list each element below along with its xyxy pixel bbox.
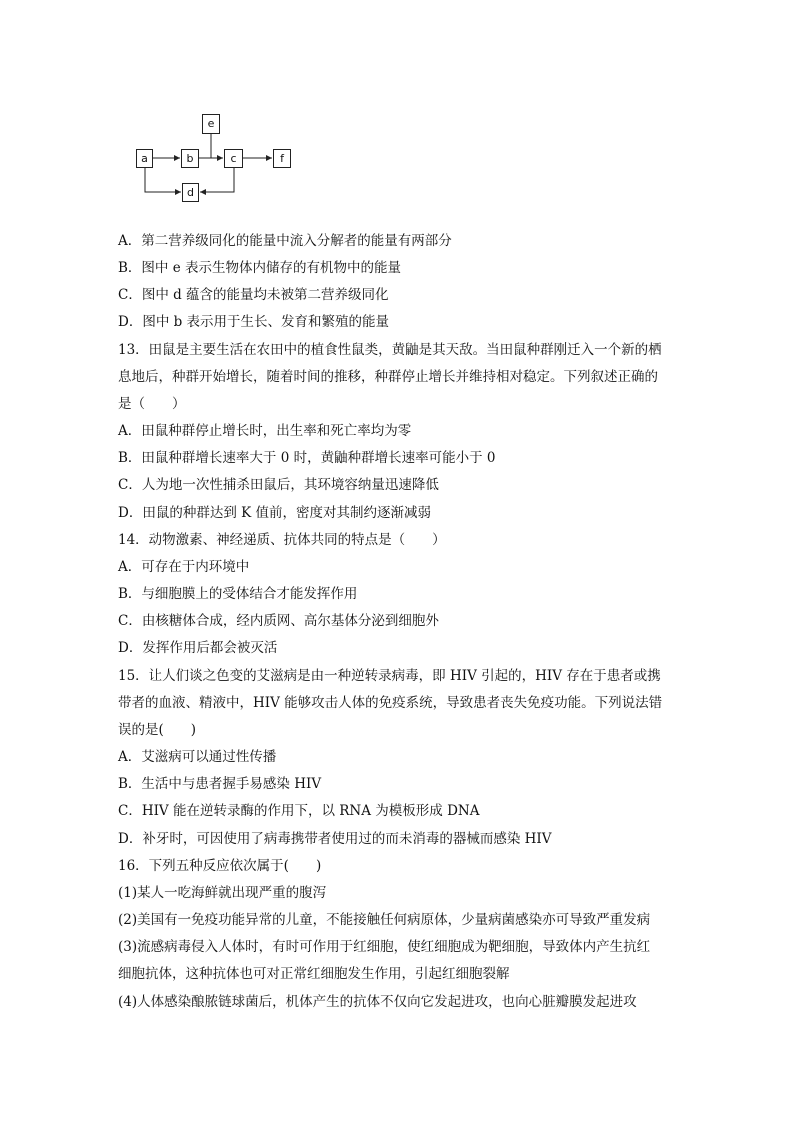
q16-item-4: (4)人体感染酿脓链球菌后，机体产生的抗体不仅向它发起进攻，也向心脏瓣膜发起进攻 xyxy=(118,994,637,1010)
q13-stem-line-1: 13．田鼠是主要生活在农田中的植食性鼠类，黄鼬是其天敌。当田鼠种群刚迁入一个新的栖 xyxy=(118,342,662,358)
q13-option-a: A．田鼠种群停止增长时，出生率和死亡率均为零 xyxy=(118,423,412,439)
q14-option-b: B．与细胞膜上的受体结合才能发挥作用 xyxy=(118,586,358,602)
q13-option-c: C．人为地一次性捕杀田鼠后，其环境容纳量迅速降低 xyxy=(118,477,439,493)
q13-stem-line-2: 息地后，种群开始增长，随着时间的推移，种群停止增长并维持相对稳定。下列叙述正确的 xyxy=(118,369,658,385)
q15-stem-line-2: 带者的血液、精液中，HIV 能够攻击人体的免疫系统，导致患者丧失免疫功能。下列说法错 xyxy=(118,695,663,711)
q16-stem: 16．下列五种反应依次属于( ) xyxy=(118,858,322,874)
q15-option-c: C．HIV 能在逆转录酶的作用下，以 RNA 为模板形成 DNA xyxy=(118,803,480,819)
q12-option-d: D．图中 b 表示用于生长、发育和繁殖的能量 xyxy=(118,314,390,330)
q15-option-b: B．生活中与患者握手易感染 HIV xyxy=(118,776,322,792)
q14-option-c: C．由核糖体合成，经内质网、高尔基体分泌到细胞外 xyxy=(118,613,439,629)
q16-item-3-line-1: (3)流感病毒侵入人体时，有时可作用于红细胞，使红细胞成为靶细胞，导致体内产生抗红 xyxy=(118,939,651,955)
q13-option-d: D．田鼠的种群达到 K 值前，密度对其制约逐渐减弱 xyxy=(118,505,431,521)
q13-option-b: B．田鼠种群增长速率大于 0 时，黄鼬种群增长速率可能小于 0 xyxy=(118,450,496,466)
energy-flow-diagram xyxy=(132,112,302,206)
node-d: d xyxy=(182,183,199,202)
q14-option-a: A．可存在于内环境中 xyxy=(118,559,250,575)
q12-option-a: A．第二营养级同化的能量中流入分解者的能量有两部分 xyxy=(118,233,452,249)
q14-option-d: D．发挥作用后都会被灭活 xyxy=(118,640,278,656)
node-c: c xyxy=(224,149,243,168)
q16-item-3-line-2: 细胞抗体，这种抗体也可对正常红细胞发生作用，引起红细胞裂解 xyxy=(118,966,510,982)
q16-item-2: (2)美国有一免疫功能异常的儿童，不能接触任何病原体，少量病菌感染亦可导致严重发病 xyxy=(118,912,651,928)
q15-option-d: D．补牙时，可因使用了病毒携带者使用过的而未消毒的器械而感染 HIV xyxy=(118,831,552,847)
q12-option-c: C．图中 d 蕴含的能量均未被第二营养级同化 xyxy=(118,287,389,303)
node-b: b xyxy=(181,149,199,168)
q16-item-1: (1)某人一吃海鲜就出现严重的腹泻 xyxy=(118,885,327,901)
node-a: a xyxy=(136,149,153,168)
node-e: e xyxy=(202,114,220,134)
q12-option-b: B．图中 e 表示生物体内储存的有机物中的能量 xyxy=(118,260,401,276)
q15-stem-line-1: 15．让人们谈之色变的艾滋病是由一种逆转录病毒，即 HIV 引起的，HIV 存在于患者或携 xyxy=(118,668,661,684)
node-f: f xyxy=(273,149,291,168)
q13-stem-line-3: 是（ ） xyxy=(118,396,186,412)
q14-stem: 14．动物激素、神经递质、抗体共同的特点是（ ） xyxy=(118,532,446,548)
q15-stem-line-3: 误的是( ) xyxy=(118,722,197,738)
q15-option-a: A．艾滋病可以通过性传播 xyxy=(118,749,277,765)
